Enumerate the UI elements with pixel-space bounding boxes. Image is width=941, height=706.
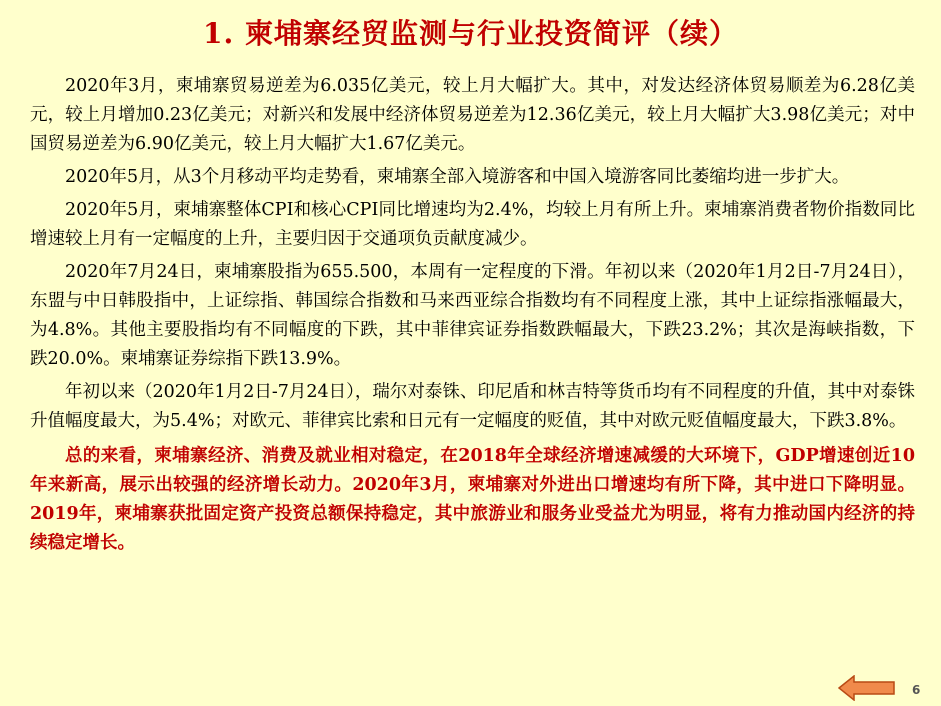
slide-body	[30, 72, 915, 562]
page-number: 6	[912, 683, 921, 697]
paragraph-stock-index: 2020年7月24日，柬埔寨股指为655.500，本周有一定程度的下滑。年初以来（2020年1月2日-7月24日），东盟与中日韩股指中，上证综指、韩国综合指数和马来西亚综合指数均有不同程度上涨，其中上证综指涨幅最大，为4.8%。其他主要股指均有不同幅度的下跌，其中菲律宾证券指数跌幅最大，下跌23.2%；其次是海峡指数，下跌20.0%。柬埔寨证券综指下跌13.9%。	[30, 262, 915, 369]
arrow-left-icon	[838, 675, 896, 701]
previous-slide-button[interactable]	[838, 675, 896, 701]
paragraph-currency: 年初以来（2020年1月2日-7月24日），瑞尔对泰铢、印尼盾和林吉特等货币均有不同程度的升值，其中对泰铢升值幅度最大，为5.4%；对欧元、菲律宾比索和日元有一定幅度的贬值，其中对欧元贬值幅度最大，下跌3.8%。	[30, 382, 915, 431]
slide-title: 1. 柬埔寨经贸监测与行业投资简评（续）	[203, 17, 738, 50]
paragraph-tourism: 2020年5月，从3个月移动平均走势看，柬埔寨全部入境游客和中国入境游客同比萎缩均进一步扩大。	[65, 167, 850, 187]
paragraph-cpi: 2020年5月，柬埔寨整体CPI和核心CPI同比增速均为2.4%，均较上月有所上升。柬埔寨消费者物价指数同比增速较上月有一定幅度的上升，主要归因于交通项负贡献度减少。	[30, 200, 915, 249]
paragraph-trade: 2020年3月，柬埔寨贸易逆差为6.035亿美元，较上月大幅扩大。其中，对发达经济体贸易顺差为6.28亿美元，较上月增加0.23亿美元；对新兴和发展中经济体贸易逆差为12.36亿美元，较上月大幅扩大3.98亿美元；对中国贸易逆差为6.90亿美元，较上月大幅扩大1.67亿美元。	[30, 76, 915, 154]
paragraph-summary: 总的来看，柬埔寨经济、消费及就业相对稳定，在2018年全球经济增速减缓的大环境下，GDP增速创近10年来新高，展示出较强的经济增长动力。2020年3月，柬埔寨对外进出口增速均有所下降，其中进口下降明显。2019年，柬埔寨获批固定资产投资总额保持稳定，其中旅游业和服务业受益尤为明显，将有力推动国内经济的持续稳定增长。	[30, 446, 915, 553]
